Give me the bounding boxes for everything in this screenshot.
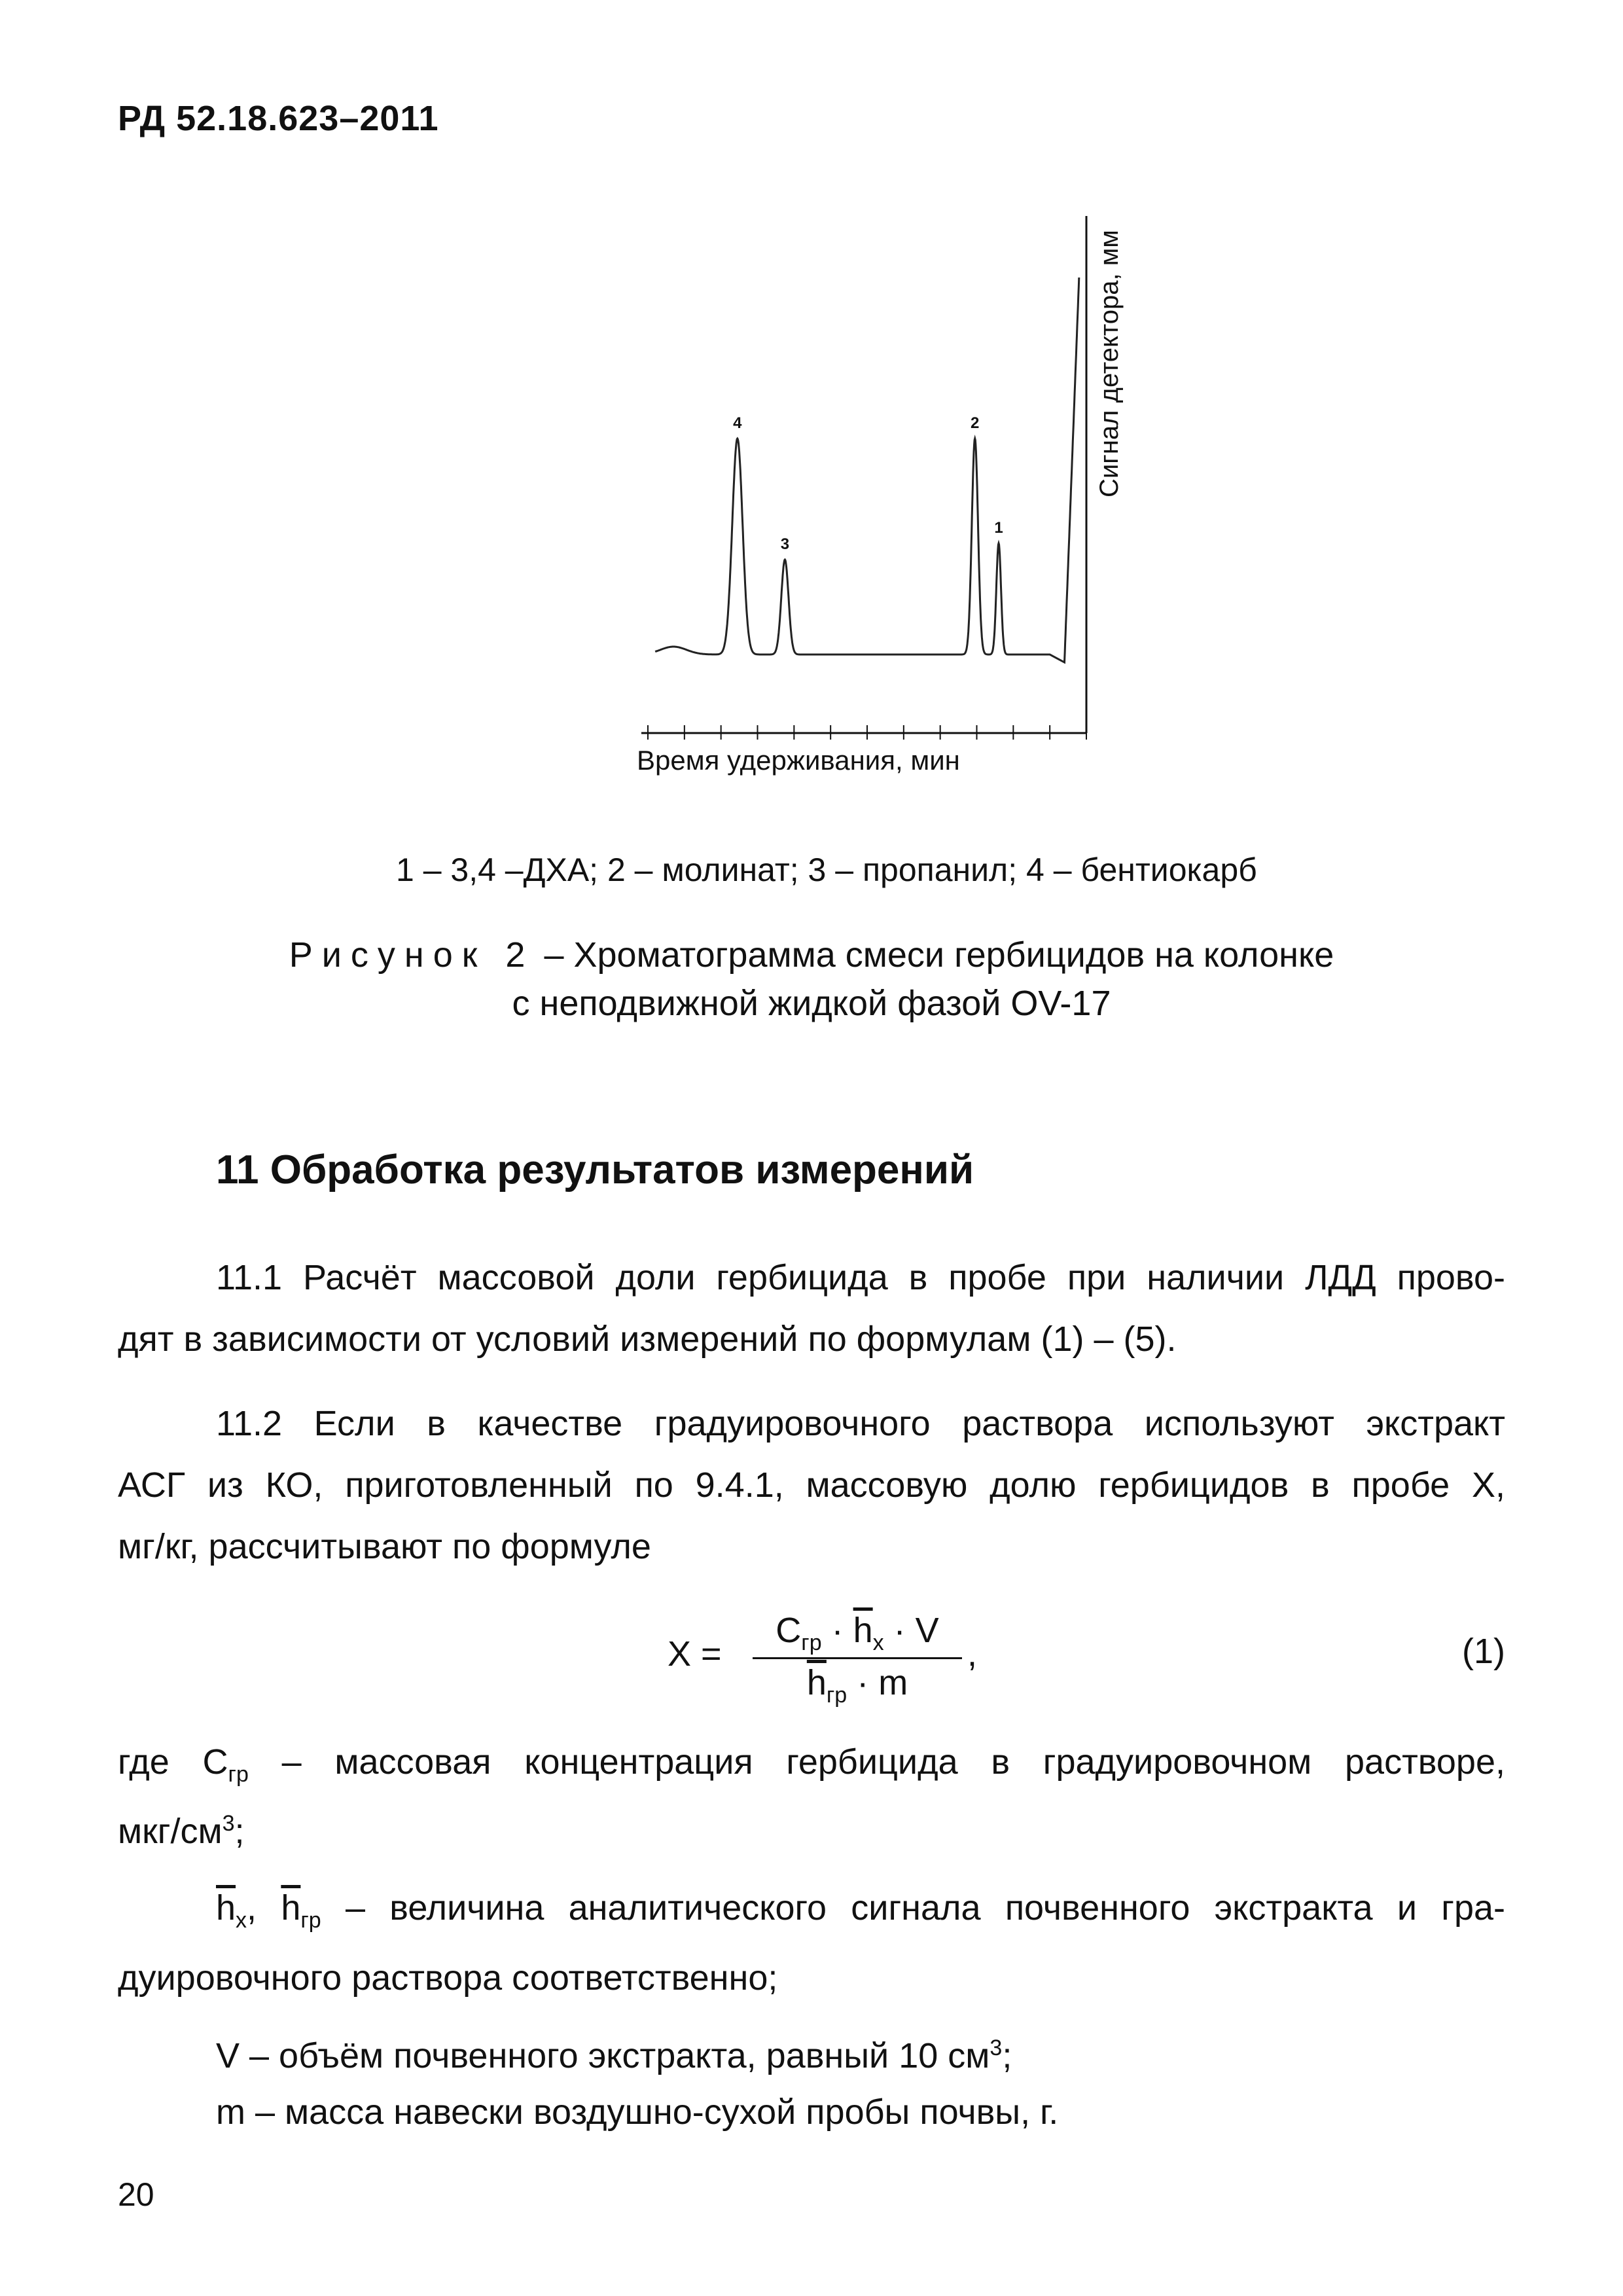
page-number: 20 [118, 2176, 154, 2213]
def-hx-sub: x [236, 1907, 247, 1933]
paragraph-11-2-line-2: АСГ из КО, приготовленный по 9.4.1, массовую долю гербицидов в пробе X, [118, 1465, 1505, 1505]
formula-den-h: $\overline{h}$ [806, 1663, 827, 1702]
chromatogram [628, 209, 1126, 746]
peak-label: 3 [780, 535, 790, 553]
def-hgr-sub: гр [300, 1907, 321, 1933]
def-c-symbol: C [202, 1742, 228, 1782]
paragraph-11-1-line-1: 11.1 Расчёт массовой доли гербицида в пробе при наличии ЛДД прово- [216, 1258, 1505, 1297]
where-label: где [118, 1742, 169, 1782]
def-c-unit-sup: 3 [222, 1811, 235, 1836]
formula-numerator: $C_{гр} \cdot \overline{h}_x \cdot V$ [776, 1611, 939, 1655]
formula-c: C [776, 1611, 802, 1650]
fraction-bar [753, 1657, 962, 1659]
document-code: РД 52.18.623–2011 [118, 99, 439, 138]
chromatogram-trace [655, 278, 1079, 662]
paragraph-11-1-line-2: дят в зависимости от условий измерений по формулам (1) – (5). [118, 1319, 1177, 1359]
figure-caption [196, 931, 1427, 1028]
definition-h-line-2: дуировочного раствора соответственно; [118, 1958, 778, 1998]
formula-c-sub: гр [801, 1630, 822, 1655]
paragraph-11-2-line-1: 11.2 Если в качестве градуировочного раствора используют экстракт [216, 1404, 1505, 1443]
def-c-end: ; [234, 1812, 245, 1851]
def-hx-symbol: $\overline{h}$ [216, 1888, 236, 1928]
def-hgr-symbol: $\overline{h}$ [281, 1888, 301, 1928]
def-c-text: – массовая концентрация гербицида в градуировочном растворе, [281, 1742, 1505, 1782]
definition-m: m – масса навески воздушно-сухой пробы почвы, г. [216, 2092, 1059, 2132]
definition-c-line-2 [118, 1793, 1505, 1862]
formula-m: m [878, 1663, 908, 1702]
formula-h: $\overline{h}$ [853, 1611, 873, 1650]
definition-v [118, 2017, 1505, 2087]
figure-legend: 1 – 3,4 –ДХА; 2 – молинат; 3 – пропанил; 4 – бентиокарб [396, 852, 1257, 888]
formula-v: V [915, 1611, 939, 1650]
def-v-sup: 3 [990, 2036, 1003, 2060]
section-heading: 11 Обработка результатов измерений [216, 1147, 974, 1193]
peak-label: 4 [733, 414, 742, 432]
paragraph-11-2-line-3: мг/кг, рассчитывают по формуле [118, 1527, 651, 1566]
formula-h-sub: x [872, 1630, 884, 1655]
x-axis-ticks [639, 725, 1091, 746]
formula-comma: , [967, 1634, 978, 1674]
peak-label: 2 [971, 414, 980, 432]
definition-h-line-1 [118, 1877, 1505, 1951]
formula-1 [668, 1610, 1008, 1708]
def-c-unit: мкг/см [118, 1812, 223, 1851]
peak-label: 1 [994, 519, 1003, 537]
def-h-text: – величина аналитического сигнала почвенного экстракта и гра- [345, 1888, 1505, 1928]
caption-prefix: Рисунок 2 [289, 935, 535, 975]
caption-line-1: – Хроматограмма смеси гербицидов на колонке [544, 935, 1334, 975]
peak-labels [733, 414, 1003, 553]
formula-den-h-sub: гр [826, 1682, 847, 1708]
caption-line-2: с неподвижной жидкой фазой OV-17 [512, 984, 1111, 1023]
def-h-sep: , [247, 1888, 257, 1928]
formula-lhs: X = [668, 1634, 722, 1674]
def-c-sub: гр [228, 1761, 249, 1787]
y-axis-title: Сигнал детектора, мм [1095, 230, 1124, 497]
def-v-end: ; [1002, 2036, 1012, 2075]
trace-line [655, 278, 1079, 662]
equation-number: (1) [1462, 1632, 1505, 1671]
x-axis-title: Время удерживания, мин [637, 745, 960, 776]
formula-denominator: $\overline{h}_{гр} \cdot m$ [806, 1663, 908, 1708]
def-v-text: V – объём почвенного экстракта, равный 10 см [216, 2036, 990, 2075]
